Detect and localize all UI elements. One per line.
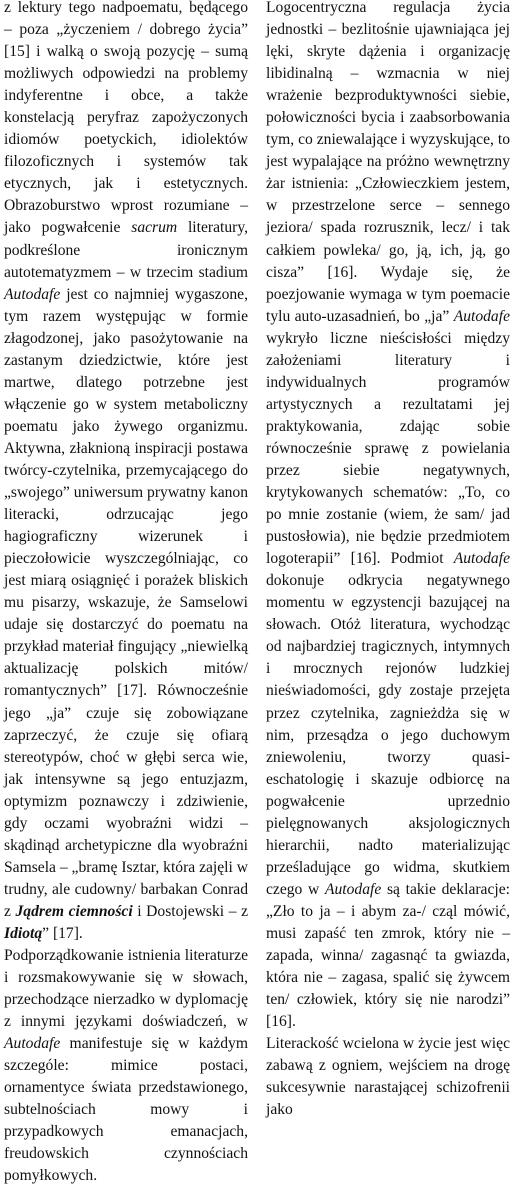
paragraph: z lektury tego nadpoematu, będącego – poza „życzeniem / dobrego życia” [15] i walką o swoją pozycję – sumą możliwych odpowiedzi na problemy indyferentne i obce, a także konstelacją peryfraz zapożyczonych idiomów poetyckich, idiolektów filozoficznych i systemów tak etycznych, jak i estetycznych. Obrazoburstwo wprost rozumiane – jako pogwałcenie sacrum literatury, podkreślone ironicznym autotematyzmem – w trzecim stadium Autodafe jest co najmniej wygaszone, tym razem występując w formie złagodzonej, jako pasożytowanie na zastanym dziedzictwie, które jest martwe, dlatego potrzebne jest włączenie go w system metaboliczny poematu jako żywego organizmu. Aktywna, złaknioną inspiracji postawa twórcy-czytelnika, przemycającego do „swojego” uniwersum prywatny kanon literacki, odrzucając jego hagiograficzny wizerunek i pieczołowicie wyszczególniając, co jest miarą osiągnięć i porażek bliskich mu pisarzy, wskazuje, że Samselowi udaje się dostarczyć do poematu na przykład materiał fingujący „niewielką aktualizację polskich mitów/ romantycznych” [17]. Równocześnie jego „ja” czuje się zobowiązane zaprzeczyć, że czuje się ofiarą stereotypów, choć w głębi serca wie, jak intensywne są jego entuzjazm, optymizm poznawczy i zdziwienie, gdy oczami wyobraźni widzi – skądinąd archetypiczne dla wyobraźni Samsela – „bramę Isztar, która zajęli w trudny, ale cudowny/ barbakan Conrad z Jądrem ciemności i Dostojewski – z Idiotą” [17]. <box>4 0 249 942</box>
paragraph: Logocentryczna regulacja życia jednostki – bezlitośnie ujawniająca jej lęki, skryte dążenia i organizację libidinalną – wzmacnia w niej wrażenie bezproduktywności siebie, połowiczności bycia i zaabsorbowania tym, co zniewalające i wyzyskujące, to jest wypalające na próżno wewnętrzny żar istnienia: „Człowieczkiem jestem, w przestrzelone serce – sennego jeziora/ spada rozrusznik, lecz/ i tak całkiem powleka/ go, ją, ich, ją, go cisza” [16]. Wydaje się, że poezjowanie wymaga w tym poemacie tylu auto-uzasadnień, bo „ja” Autodafe wykryło liczne nieścisłości między założeniami literatury i indywidualnych programów artystycznych a rezultatami jej praktykowania, zdając sobie równocześnie sprawę z powielania przez siebie negatywnych, krytykowanych schematów: „To, co po mnie zostanie (wiem, że sam/ jad pustosłowia), nie będzie przedmiotem logoterapii” [16]. Podmiot Autodafe dokonuje odkrycia negatywnego momentu w egzystencji bazującej na słowach. Otóż literatura, wychodząc od najbardziej tragicznych, intymnych i mrocznych rejonów ludzkiej nieświadomości, gdy zostaje przejęta przez czytelnika, zagnieżdża się w nim, przesądza o jego duchowym zniewoleniu, tworzy quasi-eschatologię i skazuje odbiorcę na pogwałcenie uprzednio pielęgnowanych aksjologicznych hierarchii, nadto materializując prześladujące go widma, skutkiem czego w Autodafe są takie deklaracje: „Zło to ja – i abym za-/ cząl mówić, musi zapaść ten zmrok, który nie – zapada, winna/ zagasnąć ta gwiazda, która nie – zagasa, spalić się żywcem ten/ człowiek, który się nie narodzi” [16]. <box>266 0 510 1031</box>
right-column <box>266 0 510 1119</box>
emphasized-text: Idiotą <box>4 924 43 942</box>
paragraph: Literackość wcielona w życie jest więc zabawą z ogniem, wejściem na drogę sukcesywnie narastającej schizofrenii jako <box>266 1035 510 1119</box>
paragraph: Podporządkowanie istnienia literaturze i rozsmakowywanie się w słowach, przechodzące nierzadko w dyplomację z innymi językami doświadczeń, w Autodafe manifestuje się w każdym szczególe: mimice postaci, ornamentyce świata przedstawionego, subtelnościach mowy i przypadkowych emanacjach, freudowskich czynnościach pomyłkowych. <box>4 947 248 1185</box>
left-column <box>4 0 249 1185</box>
emphasized-text: Autodafe <box>453 307 510 325</box>
emphasized-text: Autodafe <box>453 550 510 568</box>
emphasized-text: Autodafe <box>4 1035 61 1053</box>
emphasized-text: sacrum <box>131 219 178 237</box>
emphasized-text: Jądrem ciemności <box>15 902 133 920</box>
emphasized-text: Autodafe <box>324 880 382 898</box>
emphasized-text: Autodafe <box>4 285 61 303</box>
